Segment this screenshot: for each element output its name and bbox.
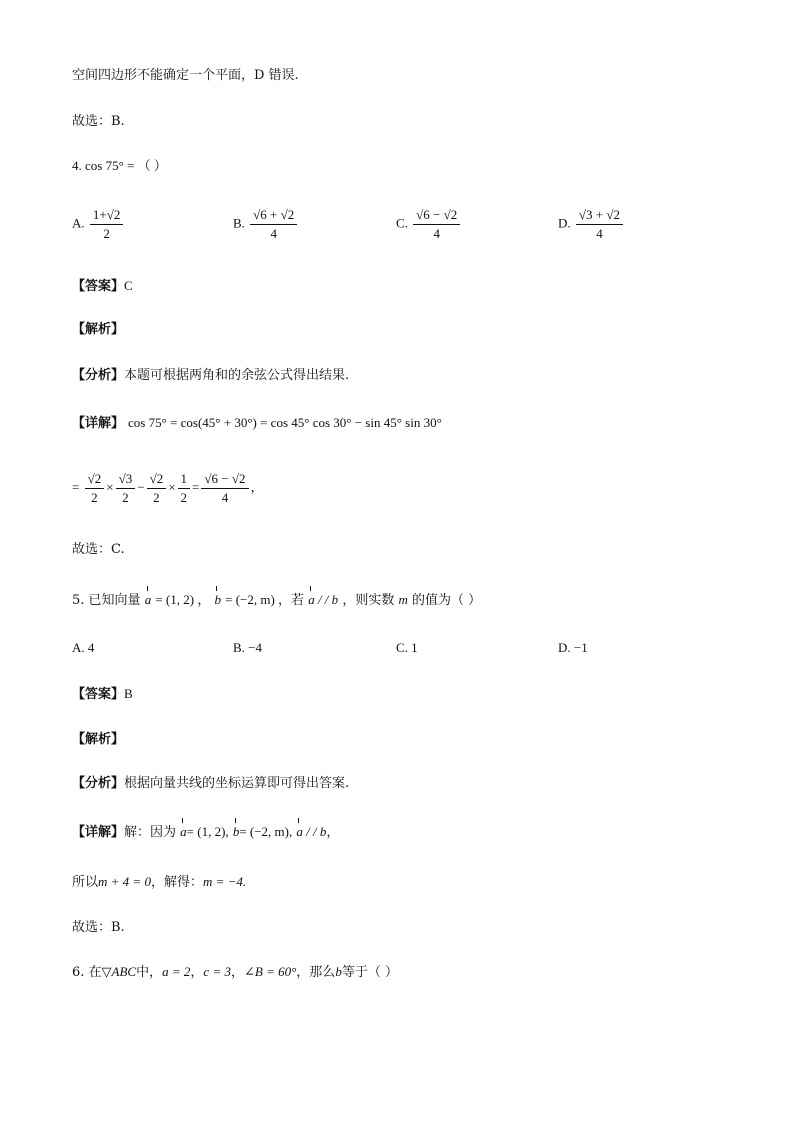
stem-math: a = 2 (162, 964, 191, 979)
detail-expression: cos 75° = cos(45° + 30°) = cos 45° cos 30° − sin 45° sin 30° (128, 415, 442, 430)
q4-option-d (558, 206, 625, 243)
fraction (85, 470, 105, 507)
q5-option-a: A. 4 (72, 640, 95, 655)
q4-analysis-tag: 【解析】 (72, 322, 125, 337)
option-label: B. (233, 215, 245, 231)
detail-text: 解：因为 (124, 825, 177, 840)
vector-b: b (233, 822, 240, 842)
fraction (576, 206, 623, 243)
stem-text: 中， (136, 965, 163, 980)
q5-so (72, 872, 246, 893)
minus-sign: − (137, 479, 145, 495)
denominator: 4 (596, 226, 603, 241)
answer-tag: 【答案】 (72, 687, 125, 702)
stem-math: = (−2, m) ，若 (225, 592, 305, 607)
detail-math: = (1, 2), (186, 824, 229, 839)
fraction (116, 470, 136, 507)
numerator: √3 + √2 (576, 206, 623, 225)
comma: ， (326, 825, 340, 840)
denominator: 2 (91, 490, 98, 505)
vector-parallel: a / / b (308, 590, 338, 610)
denominator: 2 (153, 490, 160, 505)
question-4-stem: 4. cos 75° = （ ） (72, 158, 167, 173)
comma: ， (250, 480, 264, 496)
fraction (90, 206, 123, 243)
stem-text: 的值为（ ） (412, 593, 482, 608)
numerator: √6 − √2 (413, 206, 460, 225)
denominator: 4 (433, 226, 440, 241)
answer-tag: 【答案】 (72, 279, 125, 294)
vector-a: a (180, 822, 187, 842)
so-result: m = −4. (202, 874, 247, 889)
q4-option-a (72, 206, 125, 243)
detail-tag: 【详解】 (72, 416, 125, 431)
question-5-stem (72, 590, 481, 611)
stem-text: ，则实数 (342, 593, 395, 608)
numerator: √2 (147, 470, 167, 489)
numerator: 1 (178, 470, 191, 489)
fenxi-tag: 【分析】 (72, 776, 125, 791)
q4-option-b (233, 206, 299, 243)
stem-text: 6. 在 (72, 965, 102, 980)
so-equation: m + 4 = 0 (98, 874, 151, 889)
fenxi-tag: 【分析】 (72, 368, 125, 383)
fraction (147, 470, 167, 507)
numerator: √6 − √2 (201, 470, 248, 489)
fraction (201, 470, 248, 507)
so-text: 所以 (72, 875, 99, 890)
option-label: C. (396, 215, 408, 231)
q4-detail (72, 413, 442, 434)
denominator: 4 (221, 490, 229, 505)
stem-text: ， (190, 965, 204, 980)
stem-text: 5. 已知向量 (72, 593, 141, 608)
times-sign: × (168, 479, 176, 495)
fenxi-text: 根据向量共线的坐标运算即可得出答案. (124, 776, 350, 791)
vector-b: b (214, 590, 221, 610)
numerator: √6 + √2 (250, 206, 297, 225)
answer-value: B (124, 686, 133, 701)
stem-math: c = 3 (203, 964, 231, 979)
stem-math: = (1, 2) ， (155, 592, 211, 607)
q4-choice: 故选：C. (72, 542, 125, 557)
times-sign: × (106, 479, 114, 495)
text-line: 空间四边形不能确定一个平面，D 错误. (72, 68, 299, 83)
option-label: D. (558, 215, 571, 231)
stem-math: ∠B = 60° (243, 964, 297, 979)
vector-parallel: a / / b (296, 822, 326, 842)
denominator: 2 (103, 226, 110, 241)
question-6-stem (72, 962, 398, 983)
fraction (413, 206, 460, 243)
text-line: 故选：B. (72, 114, 125, 129)
numerator: √2 (85, 470, 105, 489)
equals-sign: = (72, 479, 80, 495)
q5-option-d: D. −1 (558, 640, 588, 655)
fraction (250, 206, 297, 243)
numerator: 1+√2 (90, 206, 123, 225)
stem-text: ，那么 (296, 965, 336, 980)
stem-text: ， (230, 965, 244, 980)
q5-choice: 故选：B. (72, 920, 125, 935)
detail-math: = (−2, m), (239, 824, 293, 839)
option-label: A. (72, 215, 85, 231)
vector-a: a (145, 590, 152, 610)
triangle-abc: ▽ABC (101, 964, 137, 979)
q5-option-b: B. −4 (233, 640, 263, 655)
fraction (178, 470, 191, 507)
denominator: 2 (180, 490, 188, 505)
denominator: 2 (122, 490, 129, 505)
q4-calculation (72, 470, 264, 507)
detail-tag: 【详解】 (72, 825, 125, 840)
q5-fenxi (72, 774, 349, 794)
q4-answer (72, 276, 133, 297)
numerator: √3 (116, 470, 136, 489)
equals-sign: = (192, 479, 200, 495)
q5-answer (72, 684, 133, 705)
denominator: 4 (270, 226, 277, 241)
so-text: ，解得： (150, 875, 203, 890)
q5-analysis-tag: 【解析】 (72, 732, 125, 747)
q4-option-c (396, 206, 462, 243)
stem-text: 等于（ ） (341, 965, 398, 980)
q4-fenxi (72, 366, 349, 386)
variable-m: m (398, 592, 408, 607)
answer-value: C (124, 278, 133, 293)
fenxi-text: 本题可根据两角和的余弦公式得出结果. (124, 368, 350, 383)
variable-b: b (335, 964, 342, 979)
q5-detail (72, 822, 339, 843)
q5-option-c: C. 1 (396, 640, 418, 655)
